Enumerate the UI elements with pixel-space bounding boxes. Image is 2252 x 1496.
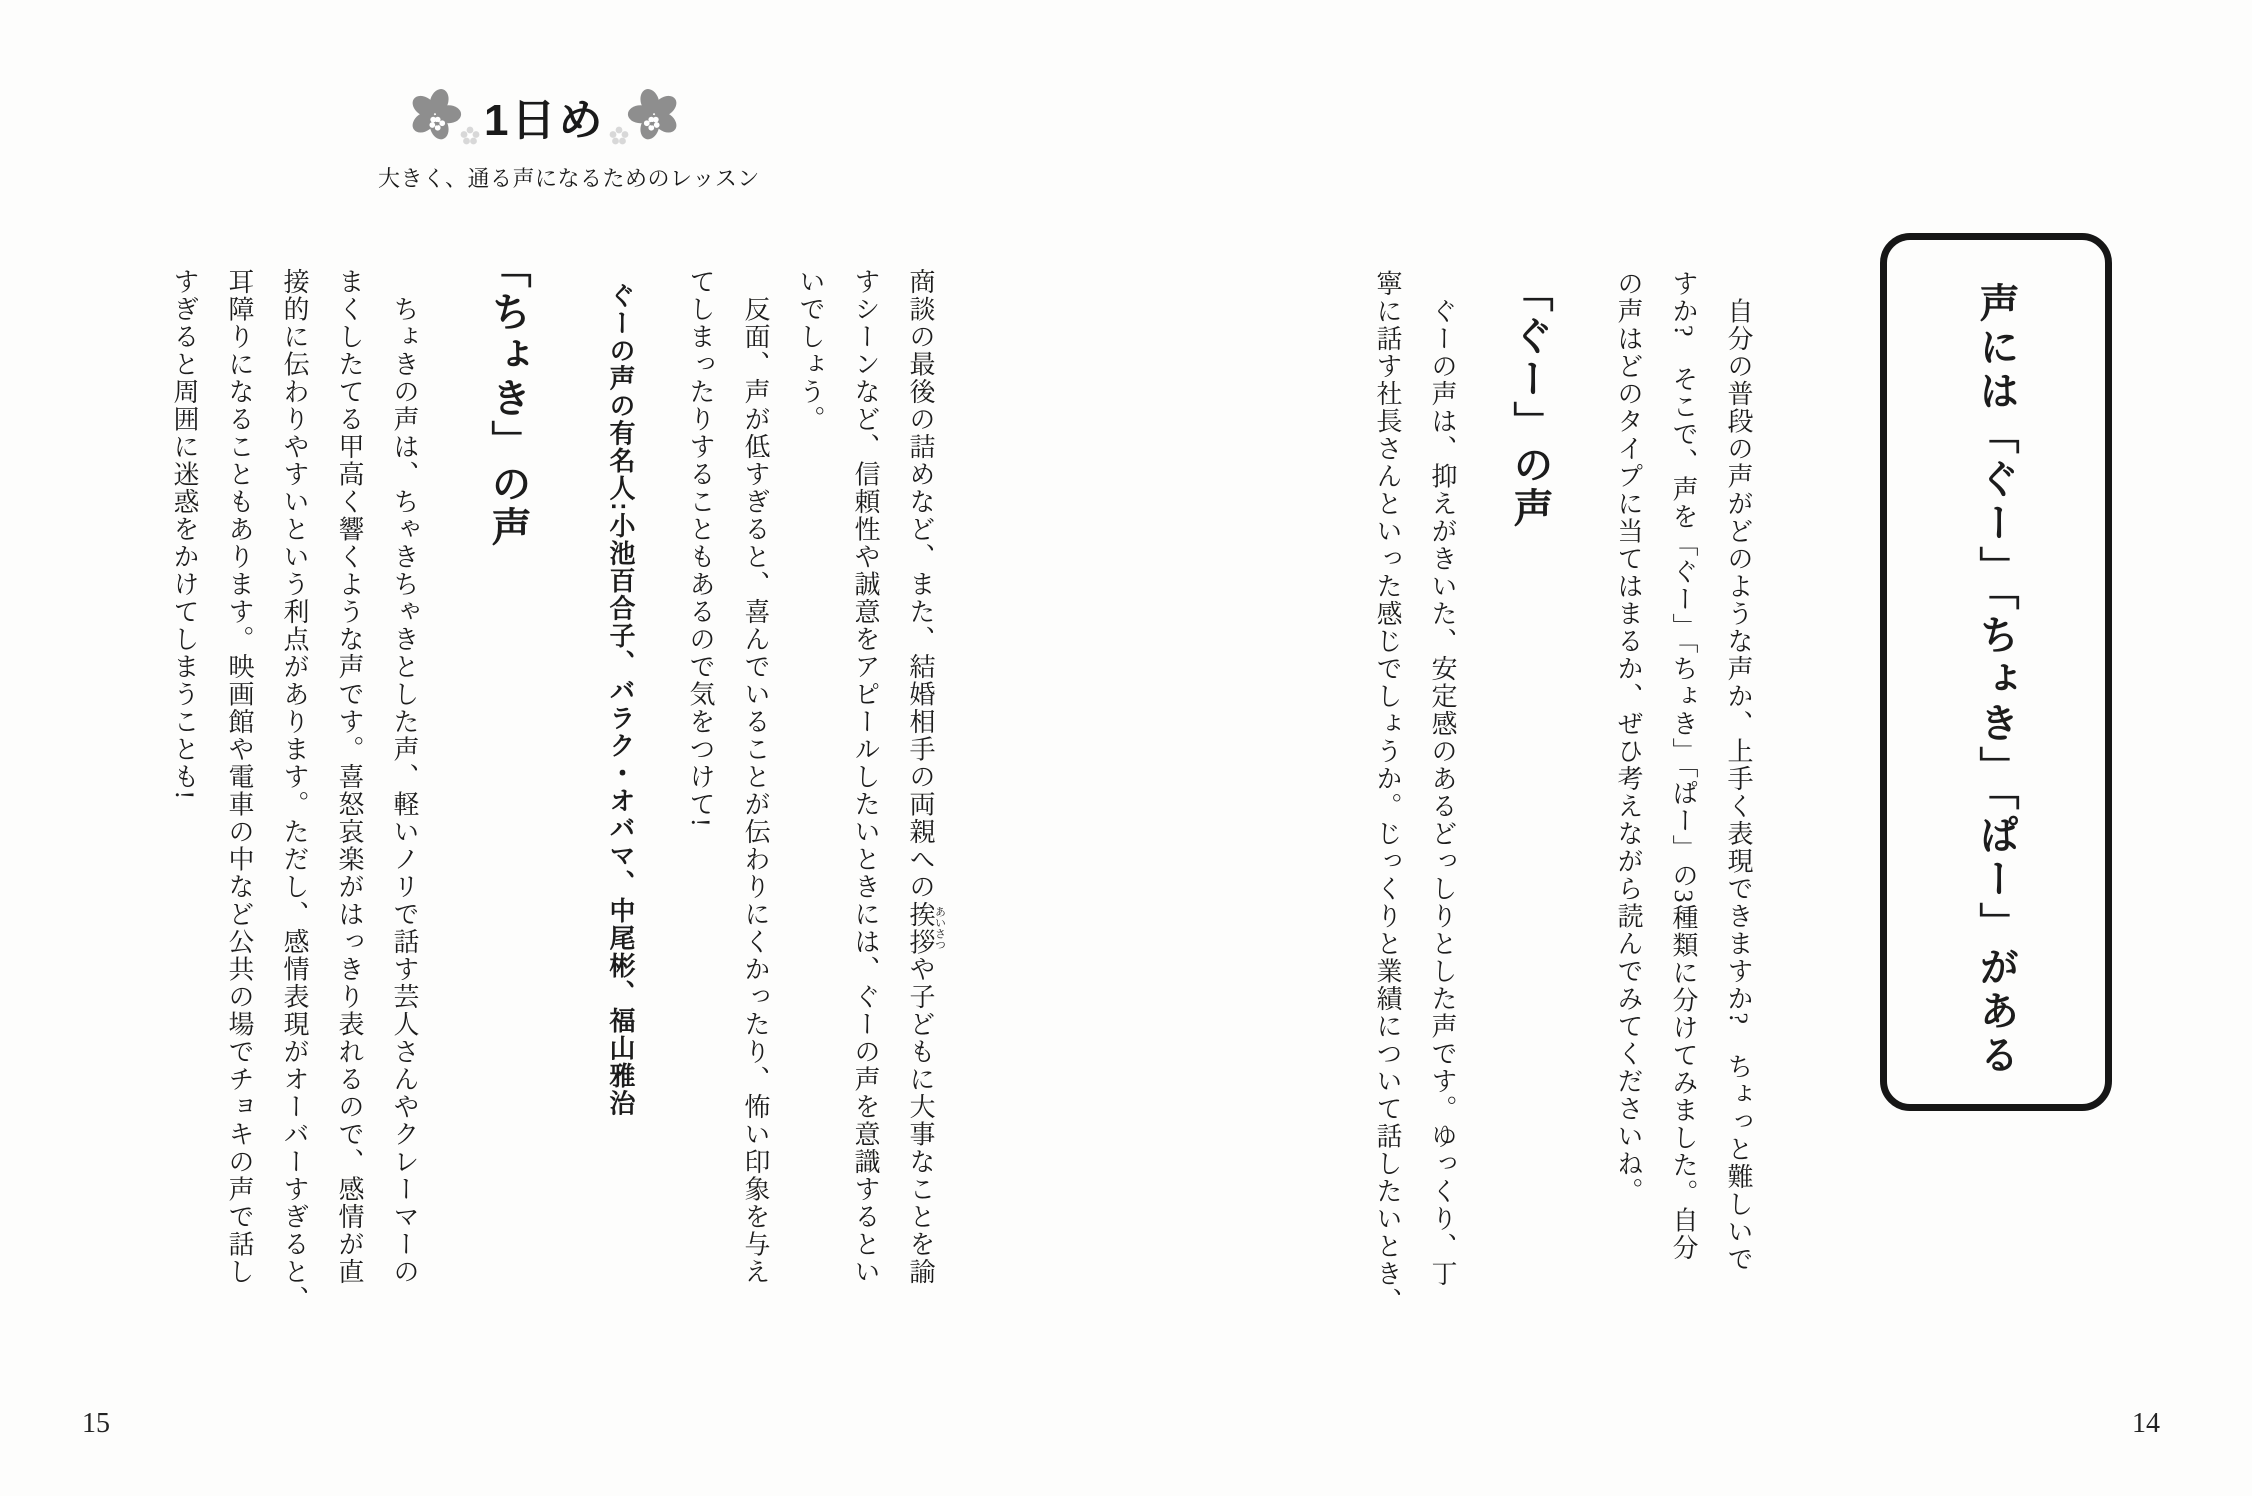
text-column: てしまったりすることもあるので気をつけて! [686, 268, 715, 829]
section-heading-goo: 「ぐー」の声 [1508, 272, 1552, 530]
section-heading-choki: 「ちょき」の声 [486, 248, 530, 549]
goo-paragraph [1360, 270, 1470, 1315]
text-column: 接的に伝わりやすいという利点があります。ただし、感情表現がオーバーすぎると、 [280, 268, 309, 1313]
text-column: 自分の普段の声がどのような声か、上手く表現できますか? ちょっと難しいで [1724, 270, 1753, 1274]
text-column: 商談の最後の詰めなど、また、結婚相手の両親への挨拶あいさつや子どもに大事なことを諭 [906, 268, 946, 1286]
lesson-header [408, 84, 681, 148]
text-column: ちょきの声は、ちゃきちゃきとした声、軽いノリで話す芸人さんやクレーマーの [390, 268, 419, 1286]
text-column: まくしたてる甲高く響くような声です。喜怒哀楽がはっきり表れるので、感情が直 [335, 268, 364, 1286]
goo-continued-paragraph [673, 268, 948, 1286]
flower-icon-left [408, 87, 462, 145]
page-number-right: 14 [2132, 1408, 2160, 1439]
day-label: 1日め [484, 96, 606, 145]
lesson-subtitle: 大きく、通る声になるためのレッスン [378, 166, 760, 191]
page-number-left: 15 [82, 1408, 110, 1439]
flower-icon-right [627, 87, 681, 145]
choki-paragraph [157, 268, 432, 1313]
text-column: すか? そこで、声を「ぐー」「ちょき」「ぱー」の3種類に分けてみました。自分 [1669, 270, 1698, 1262]
text-column: ぐーの声は、抑えがきいた、安定感のあるどっしりとした声です。ゆっくり、丁 [1428, 270, 1457, 1288]
chapter-title-box [1880, 233, 2112, 1111]
text-column: 反面、声が低すぎると、喜んでいることが伝わりにくかったり、怖い印象を与え [741, 268, 770, 1286]
text-column: の声はどのタイプに当てはまるか、ぜひ考えながら読んでみてくださいね。 [1614, 270, 1643, 1205]
text-column: いでしょう。 [796, 268, 825, 433]
famous-examples-line: ぐーの声の有名人:小池百合子、バラク・オバマ、中尾彬、福山雅治 [606, 282, 636, 1118]
small-flower-icon-left [460, 126, 480, 146]
text-column: 寧に話す社長さんといった感じでしょうか。じっくりと業績について話したいとき、 [1373, 270, 1402, 1315]
chapter-title: 声には「ぐー」「ちょき」「ぱー」がある [1974, 282, 2018, 1078]
intro-paragraph [1601, 270, 1766, 1273]
text-column: 耳障りになることもあります。映画館や電車の中など公共の場でチョキの声で話し [225, 268, 254, 1286]
text-column: すぎると周囲に迷惑をかけてしまうことも! [170, 268, 199, 801]
text-column: すシーンなど、信頼性や誠意をアピールしたいときには、ぐーの声を意識するとい [851, 268, 880, 1286]
